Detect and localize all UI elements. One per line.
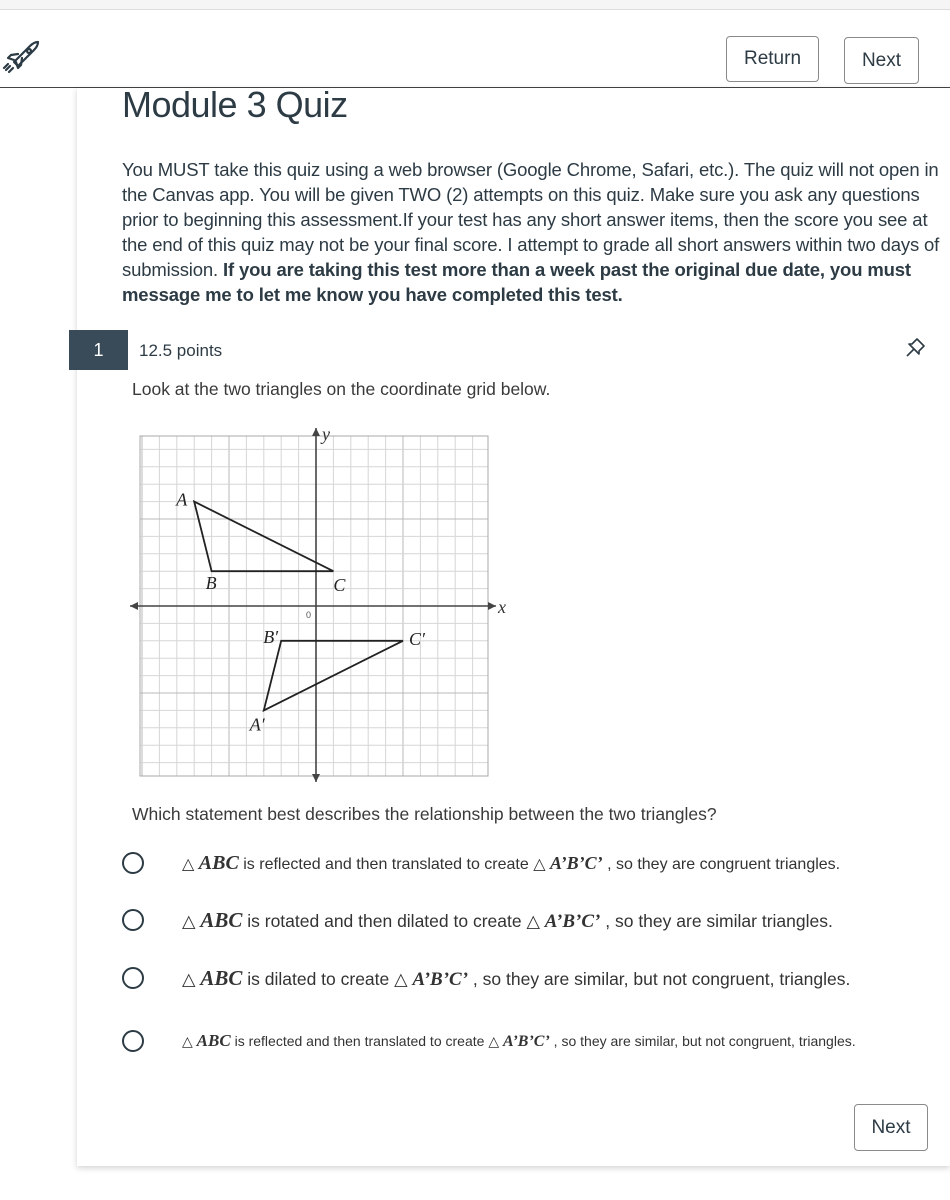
question-number: 1: [69, 330, 128, 370]
return-button[interactable]: Return: [726, 36, 819, 82]
top-strip: [0, 0, 950, 10]
quiz-title: Module 3 Quiz: [122, 84, 348, 125]
answer-text-2: △ ABC is rotated and then dilated to create △ A’B’C’ , so they are similar triangles.: [182, 907, 833, 932]
y-axis-label: y: [322, 424, 330, 444]
instructions-bold: If you are taking this test more than a week past the original due date, you must message me to let me know you have completed this test.: [122, 259, 911, 305]
origin-label: 0: [306, 610, 312, 620]
vertex-label-c-prime: C′: [409, 628, 425, 649]
answer-radio-1[interactable]: [122, 852, 144, 874]
vertex-label-b-prime: B′: [263, 626, 279, 647]
vertex-label-b: B: [205, 573, 217, 594]
x-axis-label: x: [498, 597, 506, 617]
next-button-bottom[interactable]: Next: [854, 1104, 928, 1151]
pin-icon[interactable]: [903, 336, 927, 360]
rocket-icon[interactable]: [2, 34, 42, 74]
coordinate-grid: [128, 424, 508, 784]
y-axis-arrow-up: [312, 428, 320, 436]
question-points: 12.5 points: [139, 341, 223, 360]
quiz-instructions: [122, 157, 942, 307]
question-text: Which statement best describes the relationship between the two triangles?: [132, 804, 717, 824]
next-button-top[interactable]: Next: [844, 37, 919, 84]
y-axis-arrow-down: [312, 774, 320, 782]
vertex-label-a: A: [176, 489, 188, 510]
answer-text-3: △ ABC is dilated to create △ A’B’C’ , so they are similar, but not congruent, triangles.: [182, 965, 851, 990]
answer-radio-4[interactable]: [122, 1030, 144, 1052]
x-axis-arrow-left: [130, 602, 138, 610]
quiz-header: [0, 10, 950, 88]
vertex-label-a-prime: A′: [249, 714, 265, 735]
x-axis-arrow-right: [488, 602, 496, 610]
answer-radio-2[interactable]: [122, 909, 144, 931]
instructions-normal: You MUST take this quiz using a web browser (Google Chrome, Safari, etc.). The quiz will not open in the Canvas app. You will be given TWO (2) attempts on this quiz. Make sure you ask any questions prior to beginning this assessment.If your test has any short answer items, then the score you see at the end of this quiz may not be your final score. I attempt to grade all short answers within two days of submission.: [122, 159, 940, 280]
answer-radio-3[interactable]: [122, 967, 144, 989]
question-prompt: Look at the two triangles on the coordinate grid below.: [132, 379, 551, 399]
answer-text-1: △ ABC is reflected and then translated to create △ A’B’C’ , so they are congruent triangles.: [182, 851, 841, 874]
vertex-label-c: C: [333, 575, 346, 596]
answer-text-4: △ ABC is reflected and then translated to create △ A’B’C’ , so they are similar, but not congruent, triangles.: [182, 1031, 856, 1050]
